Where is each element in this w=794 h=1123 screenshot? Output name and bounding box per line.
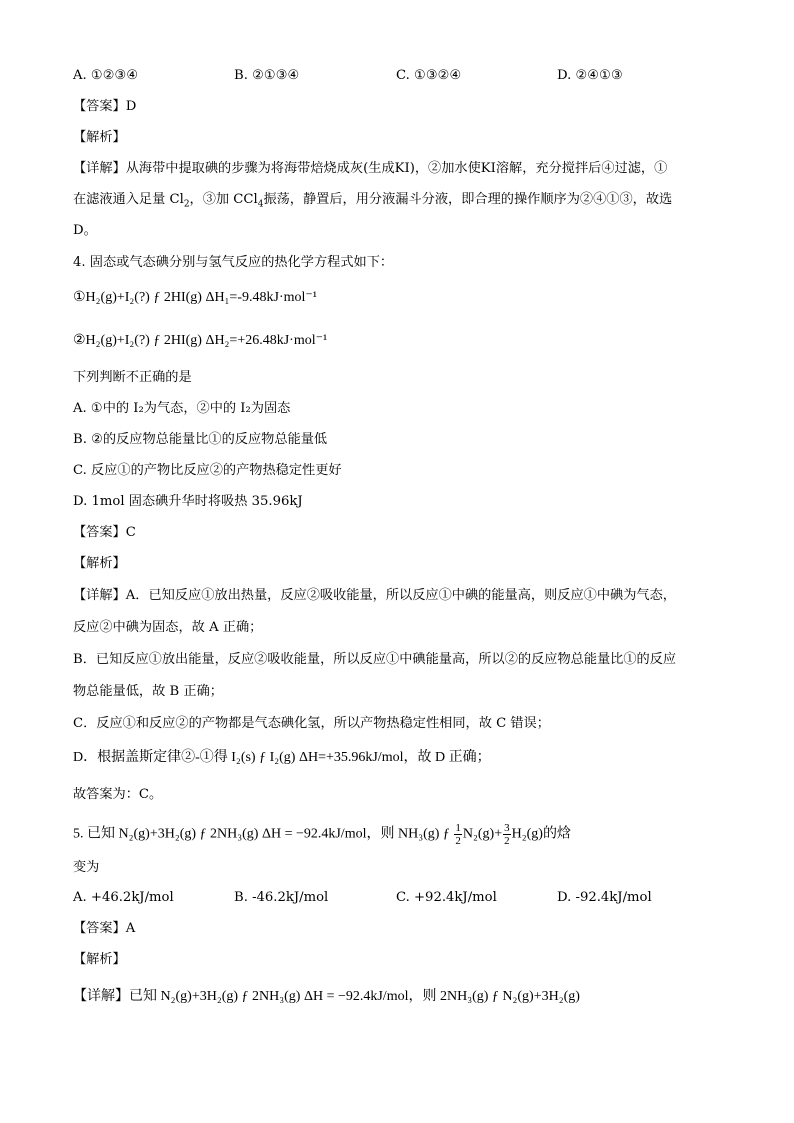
q4-analysis-heading: 【解析】 <box>73 556 126 571</box>
q4-option-b: B. ②的反应物总能量比①的反应物总能量低 <box>73 432 328 447</box>
q4-detail-b-line-2: 物总能量低，故 B 正确； <box>73 684 223 699</box>
q4-option-c: C. 反应①的产物比反应②的产物热稳定性更好 <box>73 463 342 478</box>
q5-stem-1b: N₂(g)+ <box>462 826 503 842</box>
q5-option-a: A. +46.2kJ/mol <box>73 890 174 905</box>
q5-stem-1a: 5. 已知 N₂(g)+3H₂(g) ƒ 2NH₃(g) ΔH = −92.4kJ/mol，则 NH₃(g) ƒ <box>73 826 450 842</box>
q4-option-d: D. 1mol 固态碘升华时将吸热 35.96kJ <box>73 494 303 509</box>
q5-detail-line-1: 【详解】已知 N₂(g)+3H₂(g) ƒ 2NH₃(g) ΔH = −92.4kJ/mol，则 2NH₃(g) ƒ N₂(g)+3H₂(g) <box>73 989 580 1004</box>
q5-stem-line-1 <box>73 822 571 847</box>
q3-detail-line-3: D。 <box>73 223 97 238</box>
q5-option-c: C. +92.4kJ/mol <box>396 890 497 905</box>
q5-fraction-three-halves: $\frac{3}{2}$ <box>504 822 510 847</box>
q3-detail-line-1: 【详解】从海带中提取碘的步骤为将海带焙烧成灰(生成KI)，②加水使KI溶解，充分搅拌后④过滤，① <box>73 161 668 176</box>
q3-detail-2c: 振荡，静置后，用分液漏斗分液，即合理的操作顺序为②④①③，故选 <box>263 192 673 207</box>
q4-stem: 4. 固态或气态碘分别与氢气反应的热化学方程式如下： <box>73 255 394 270</box>
q4-detail-b-line-1: B．已知反应①放出能量，反应②吸收能量，所以反应①中碘能量高，所以②的反应物总能量比①的反应 <box>73 652 677 667</box>
q4-detail-d: D．根据盖斯定律②-①得 I₂(s) ƒ I₂(g) ΔH=+35.96kJ/mol，故 D 正确； <box>73 750 491 765</box>
q5-fraction-half: $\frac{1}{2}$ <box>455 822 461 847</box>
q5-stem-1c: H₂(g)的焓 <box>511 826 571 842</box>
q5-option-b: B. -46.2kJ/mol <box>234 890 329 905</box>
q4-detail-c: C．反应①和反应②的产物都是气态碘化氢，所以产物热稳定性相同，故 C 错误； <box>73 716 550 731</box>
q3-option-c: C. ①③②④ <box>396 68 462 83</box>
q3-answer: 【答案】D <box>73 99 137 114</box>
q5-option-d: D. -92.4kJ/mol <box>557 890 652 905</box>
q4-conclusion: 故答案为：C。 <box>73 787 163 802</box>
q4-question: 下列判断不正确的是 <box>73 370 192 385</box>
q3-analysis-heading: 【解析】 <box>73 130 126 145</box>
q3-option-b: B. ②①③④ <box>234 68 300 83</box>
q4-equation-1: ①H₂(g)+I₂(?) ƒ 2HI(g) ΔH₁=-9.48kJ·mol⁻¹ <box>73 290 317 305</box>
q3-detail-line-2: 在滤液通入足量 $Cl_2$，③加 CCl$_4$振荡，静置后，用分液漏斗分液，即合理的操作顺序为②④①③，故选 <box>73 192 673 210</box>
q3-option-a: A. ①②③④ <box>73 68 139 83</box>
q5-analysis-heading: 【解析】 <box>73 952 126 967</box>
q5-answer: 【答案】A <box>73 921 136 936</box>
q4-option-a: A. ①中的 I₂为气态，②中的 I₂为固态 <box>73 401 291 416</box>
q3-option-d: D. ②④①③ <box>557 68 623 83</box>
q4-detail-a-line-2: 反应②中碘为固态，故 A 正确； <box>73 620 263 635</box>
q4-equation-2: ②H₂(g)+I₂(?) ƒ 2HI(g) ΔH₂=+26.48kJ·mol⁻¹ <box>73 333 328 348</box>
q3-detail-2b: ，③加 CCl <box>189 192 258 207</box>
q3-detail-2a: 在滤液通入足量 Cl <box>73 192 184 207</box>
q5-stem-line-2: 变为 <box>73 860 100 875</box>
q4-detail-a-line-1: 【详解】A．已知反应①放出热量，反应②吸收能量，所以反应①中碘的能量高，则反应①中碘为气态， <box>73 588 676 603</box>
q4-answer: 【答案】C <box>73 525 136 540</box>
